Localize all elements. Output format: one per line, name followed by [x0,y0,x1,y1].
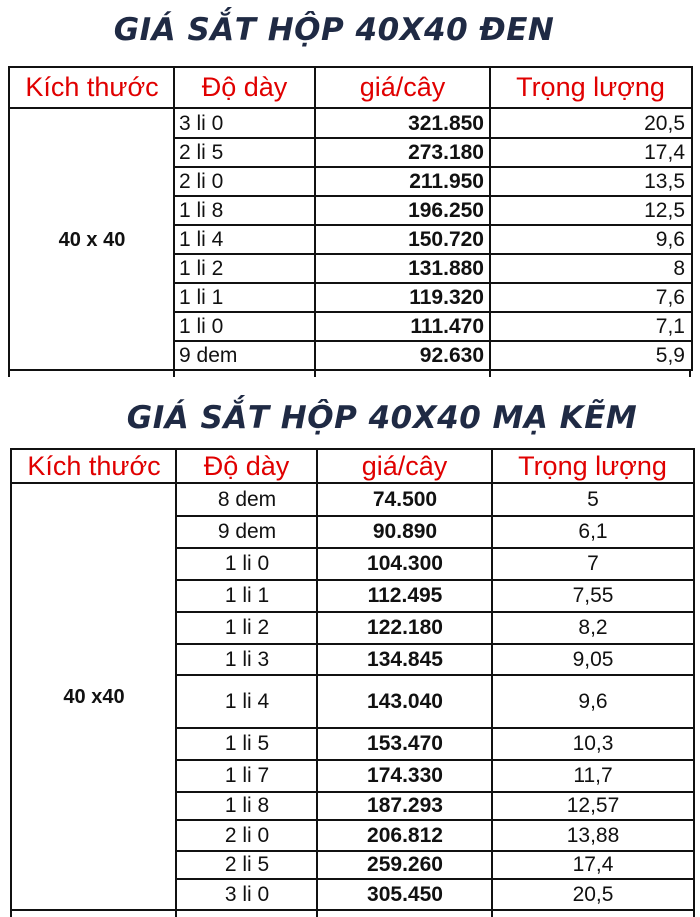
price-cell: 122.180 [367,616,443,639]
price-table-black [8,66,693,370]
price-cell: 112.495 [367,584,443,607]
weight-cell: 17,4 [644,140,685,164]
thickness-cell: 1 li 8 [224,794,270,817]
price-cell: 305.450 [367,883,443,906]
size-cell: 40 x 40 [58,229,126,251]
row-divider [176,759,693,761]
border-stub [491,911,493,917]
header-price: giá/cây [315,68,490,109]
weight-cell: 10,3 [572,732,614,755]
thickness-cell: 1 li 4 [179,227,224,251]
border-stub [316,911,318,917]
weight-cell: 13,5 [644,169,685,193]
weight-cell: 13,88 [566,823,620,847]
row-divider [176,643,693,645]
price-cell: 259.260 [367,853,443,876]
size-cell: 40 x40 [63,686,125,708]
weight-cell: 8,2 [578,616,608,639]
price-cell: 206.812 [367,823,443,847]
price-cell: 211.950 [409,169,484,193]
row-divider [174,311,691,313]
thickness-cell: 1 li 2 [179,256,224,280]
thickness-cell: 2 li 0 [179,169,224,193]
price-cell: 153.470 [367,732,443,755]
title-black-steel: GIÁ SẮT HỘP 40X40 ĐEN [113,12,555,48]
thickness-cell: 2 li 0 [224,823,270,847]
header-weight: Trọng lượng [492,450,693,484]
border-stub [693,911,695,917]
thickness-cell: 3 li 0 [224,883,270,906]
border-stub [689,371,691,377]
header-thickness: Độ dày [176,450,317,484]
weight-cell: 9,05 [572,647,614,671]
row-divider [176,791,693,793]
weight-cell: 9,6 [578,689,608,713]
weight-cell: 5 [587,488,599,511]
price-cell: 321.850 [408,111,484,135]
weight-cell: 12,5 [644,198,685,222]
row-divider [176,515,693,517]
price-cell: 90.890 [372,520,438,543]
weight-cell: 8 [673,256,685,280]
thickness-cell: 1 li 4 [224,689,270,713]
price-cell: 104.300 [367,552,443,575]
price-cell: 150.720 [408,227,484,251]
row-divider [174,195,691,197]
price-cell: 92.630 [419,343,484,367]
thickness-cell: 1 li 2 [224,616,270,639]
header-price: giá/cây [317,450,492,484]
price-cell: 273.180 [408,140,484,164]
weight-cell: 17,4 [572,853,614,876]
thickness-cell: 2 li 5 [179,140,224,164]
weight-cell: 11,7 [573,764,613,787]
row-divider [174,253,691,255]
border-stub [314,371,316,377]
header-size: Kích thước [10,68,174,109]
row-divider [176,878,693,880]
weight-cell: 20,5 [572,883,614,906]
thickness-cell: 1 li 0 [224,552,270,575]
weight-cell: 7,55 [572,584,614,607]
price-cell: 187.293 [367,794,443,817]
price-cell: 131.880 [408,256,484,280]
border-stub [10,911,12,917]
header-thickness: Độ dày [174,68,315,109]
weight-cell: 12,57 [566,794,620,817]
thickness-cell: 9 dem [217,520,277,543]
weight-cell: 6,1 [578,520,608,543]
price-cell: 74.500 [372,488,438,511]
weight-cell: 20,5 [644,111,685,135]
row-divider [176,850,693,852]
header-size: Kích thước [12,450,176,484]
row-divider [176,547,693,549]
row-divider [176,819,693,821]
border-stub [489,371,491,377]
weight-cell: 7,1 [655,314,685,338]
price-cell: 196.250 [408,198,484,222]
row-divider [8,369,693,371]
thickness-cell: 1 li 8 [179,198,224,222]
row-divider [174,282,691,284]
price-cell: 119.320 [409,285,484,309]
thickness-cell: 1 li 7 [224,764,270,787]
row-divider [176,727,693,729]
thickness-cell: 3 li 0 [179,111,224,135]
border-stub [175,911,177,917]
price-cell: 111.470 [410,314,484,338]
thickness-cell: 1 li 1 [224,584,270,607]
weight-cell: 7 [587,552,599,575]
row-divider [176,611,693,613]
thickness-cell: 8 dem [217,488,277,511]
thickness-cell: 1 li 5 [224,732,270,755]
thickness-cell: 9 dem [179,343,238,367]
row-divider [174,224,691,226]
row-divider [174,137,691,139]
weight-cell: 9,6 [655,227,685,251]
weight-cell: 5,9 [655,343,685,367]
header-weight: Trọng lượng [490,68,691,109]
border-stub [173,371,175,377]
row-divider [176,674,693,676]
thickness-cell: 2 li 5 [224,853,270,876]
title-galvanized-steel: GIÁ SẮT HỘP 40X40 MẠ KẼM [126,400,638,436]
border-stub [8,371,10,377]
price-cell: 143.040 [367,689,443,713]
thickness-cell: 1 li 1 [179,285,224,309]
price-table-galvanized [10,448,695,911]
thickness-cell: 1 li 0 [179,314,224,338]
row-divider [174,340,691,342]
price-cell: 174.330 [367,764,443,787]
row-divider [176,579,693,581]
row-divider [174,166,691,168]
thickness-cell: 1 li 3 [224,647,270,671]
price-cell: 134.845 [367,647,443,671]
weight-cell: 7,6 [655,285,685,309]
